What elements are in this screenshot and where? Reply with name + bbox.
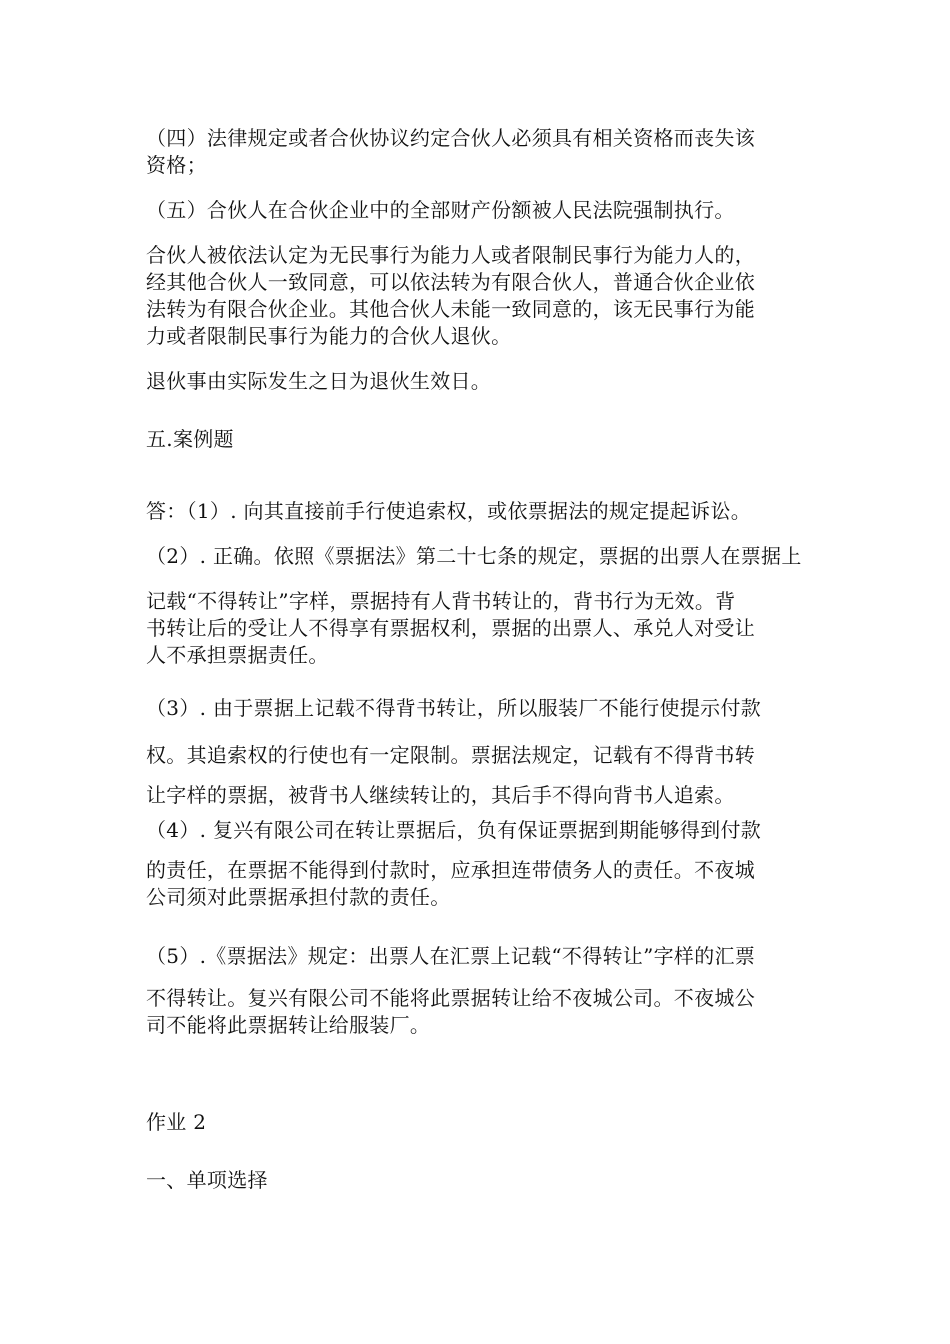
text-line-13: 书转让后的受让人不得享有票据权利，票据的出票人、承兑人对受让 bbox=[146, 616, 755, 640]
text-line-21: （5）.《票据法》规定：出票人在汇票上记载“不得转让”字样的汇票 bbox=[146, 944, 756, 968]
text-line-12: 记载“不得转让”字样，票据持有人背书转让的，背书行为无效。背 bbox=[146, 589, 736, 613]
text-line-23: 司不能将此票据转让给服装厂。 bbox=[146, 1013, 431, 1037]
text-line-22: 不得转让。复兴有限公司不能将此票据转让给不夜城公司。不夜城公 bbox=[146, 986, 755, 1010]
text-line-11: （2）. 正确。依照《票据法》第二十七条的规定，票据的出票人在票据上 bbox=[146, 544, 802, 568]
text-line-5: 经其他合伙人一致同意，可以依法转为有限合伙人，普通合伙企业依 bbox=[146, 270, 755, 294]
text-line-6: 法转为有限合伙企业。其他合伙人未能一致同意的，该无民事行为能 bbox=[146, 297, 755, 321]
text-line-14: 人不承担票据责任。 bbox=[146, 643, 329, 667]
text-line-19: 的责任，在票据不能得到付款时，应承担连带债务人的责任。不夜城 bbox=[146, 858, 755, 882]
section-heading-single-choice: 一、单项选择 bbox=[146, 1168, 268, 1192]
text-line-17: 让字样的票据，被背书人继续转让的，其后手不得向背书人追索。 bbox=[146, 783, 735, 807]
text-line-15: （3）. 由于票据上记载不得背书转让，所以服装厂不能行使提示付款 bbox=[146, 696, 762, 720]
section-heading-cases: 五.案例题 bbox=[146, 427, 234, 451]
text-line-20: 公司须对此票据承担付款的责任。 bbox=[146, 885, 451, 909]
text-line-2: 资格； bbox=[146, 153, 207, 177]
text-line-8: 退伙事由实际发生之日为退伙生效日。 bbox=[146, 369, 492, 393]
text-line-7: 力或者限制民事行为能力的合伙人退伙。 bbox=[146, 324, 512, 348]
text-line-4: 合伙人被依法认定为无民事行为能力人或者限制民事行为能力人的， bbox=[146, 243, 755, 267]
section-heading-homework-2: 作业 2 bbox=[146, 1110, 207, 1134]
text-line-3: （五）合伙人在合伙企业中的全部财产份额被人民法院强制执行。 bbox=[146, 198, 735, 222]
text-line-1: （四）法律规定或者合伙协议约定合伙人必须具有相关资格而丧失该 bbox=[146, 126, 755, 150]
text-line-10: 答：（1）. 向其直接前手行使追索权，或依票据法的规定提起诉讼。 bbox=[146, 499, 752, 523]
text-line-18: （4）. 复兴有限公司在转让票据后，负有保证票据到期能够得到付款 bbox=[146, 818, 762, 842]
text-line-16: 权。其追索权的行使也有一定限制。票据法规定，记载有不得背书转 bbox=[146, 743, 755, 767]
